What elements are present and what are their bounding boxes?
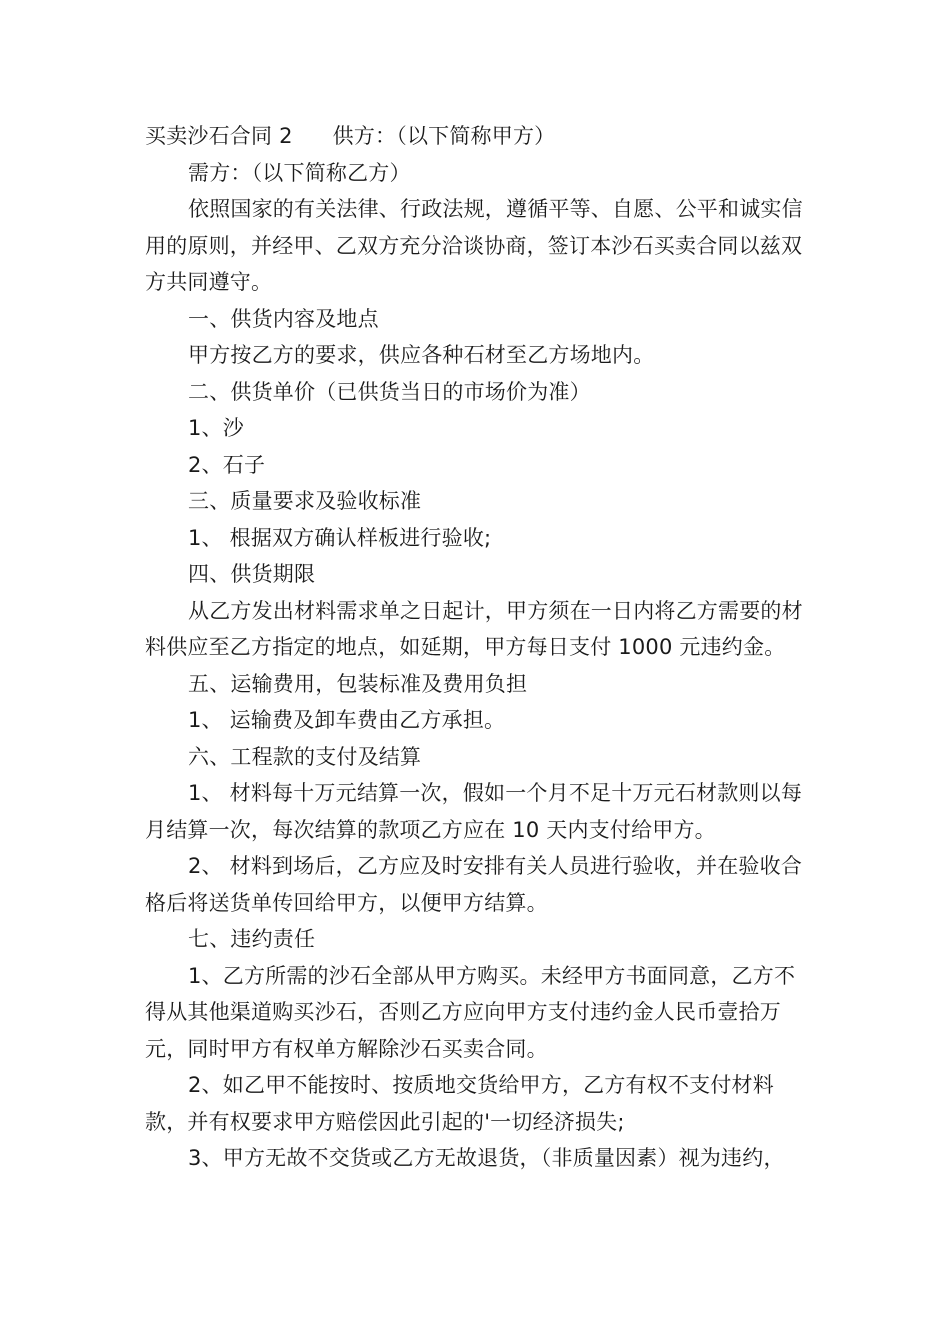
section-heading-1: 一、供货内容及地点 (188, 306, 379, 331)
section-heading-4: 四、供货期限 (188, 562, 316, 586)
title-line (145, 118, 815, 155)
section-heading-5: 五、运输费用，包装标准及费用负担 (188, 671, 528, 696)
section-heading-7: 七、违约责任 (188, 927, 316, 951)
contract-title: 买卖沙石合同 2 (145, 124, 293, 148)
paragraph-supply-content: 甲方按乙方的要求，供应各种石材至乙方场地内。 (188, 343, 655, 367)
item-sand: 1、沙 (188, 416, 244, 440)
item-acceptance: 1、 根据双方确认样板进行验收; (188, 525, 492, 550)
preamble-paragraph: 依照国家的有关法律、行政法规，遵循平等、自愿、公平和诚实信用的原则，并经甲、乙双方充分洽谈协商，签订本沙石买卖合同以兹双方共同遵守。 (145, 197, 803, 294)
item-settlement-2: 2、 材料到场后，乙方应及时安排有关人员进行验收，并在验收合格后将送货单传回给甲方，以便甲方结算。 (145, 854, 803, 915)
item-liability-3: 3、甲方无故不交货或乙方无故退货，（非质量因素）视为违约， (188, 1146, 785, 1170)
contract-body (145, 118, 815, 1177)
supplier-line: 供方：（以下简称甲方） (332, 124, 556, 148)
section-heading-6: 六、工程款的支付及结算 (188, 744, 422, 769)
item-liability-2: 2、如乙甲不能按时、按质地交货给甲方，乙方有权不支付材料款，并有权要求甲方赔偿因此引起的'一切经济损失; (145, 1073, 774, 1134)
section-heading-2: 二、供货单价（已供货当日的市场价为准） (188, 379, 591, 404)
item-settlement-1: 1、 材料每十万元结算一次，假如一个月不足十万元石材款则以每月结算一次，每次结算的款项乙方应在 10 天内支付给甲方。 (145, 781, 803, 842)
section-heading-3: 三、质量要求及验收标准 (188, 489, 422, 513)
item-transport-fee: 1、 运输费及卸车费由乙方承担。 (188, 708, 506, 732)
item-stone: 2、石子 (188, 452, 266, 477)
buyer-line: 需方：（以下简称乙方） (188, 160, 411, 185)
item-liability-1: 1、乙方所需的沙石全部从甲方购买。未经甲方书面同意，乙方不得从其他渠道购买沙石，否则乙方应向甲方支付违约金人民币壹拾万元，同时甲方有权单方解除沙石买卖合同。 (145, 963, 796, 1061)
paragraph-supply-period: 从乙方发出材料需求单之日起计，甲方须在一日内将乙方需要的材料供应至乙方指定的地点，如延期，甲方每日支付 1000 元违约金。 (145, 598, 803, 659)
